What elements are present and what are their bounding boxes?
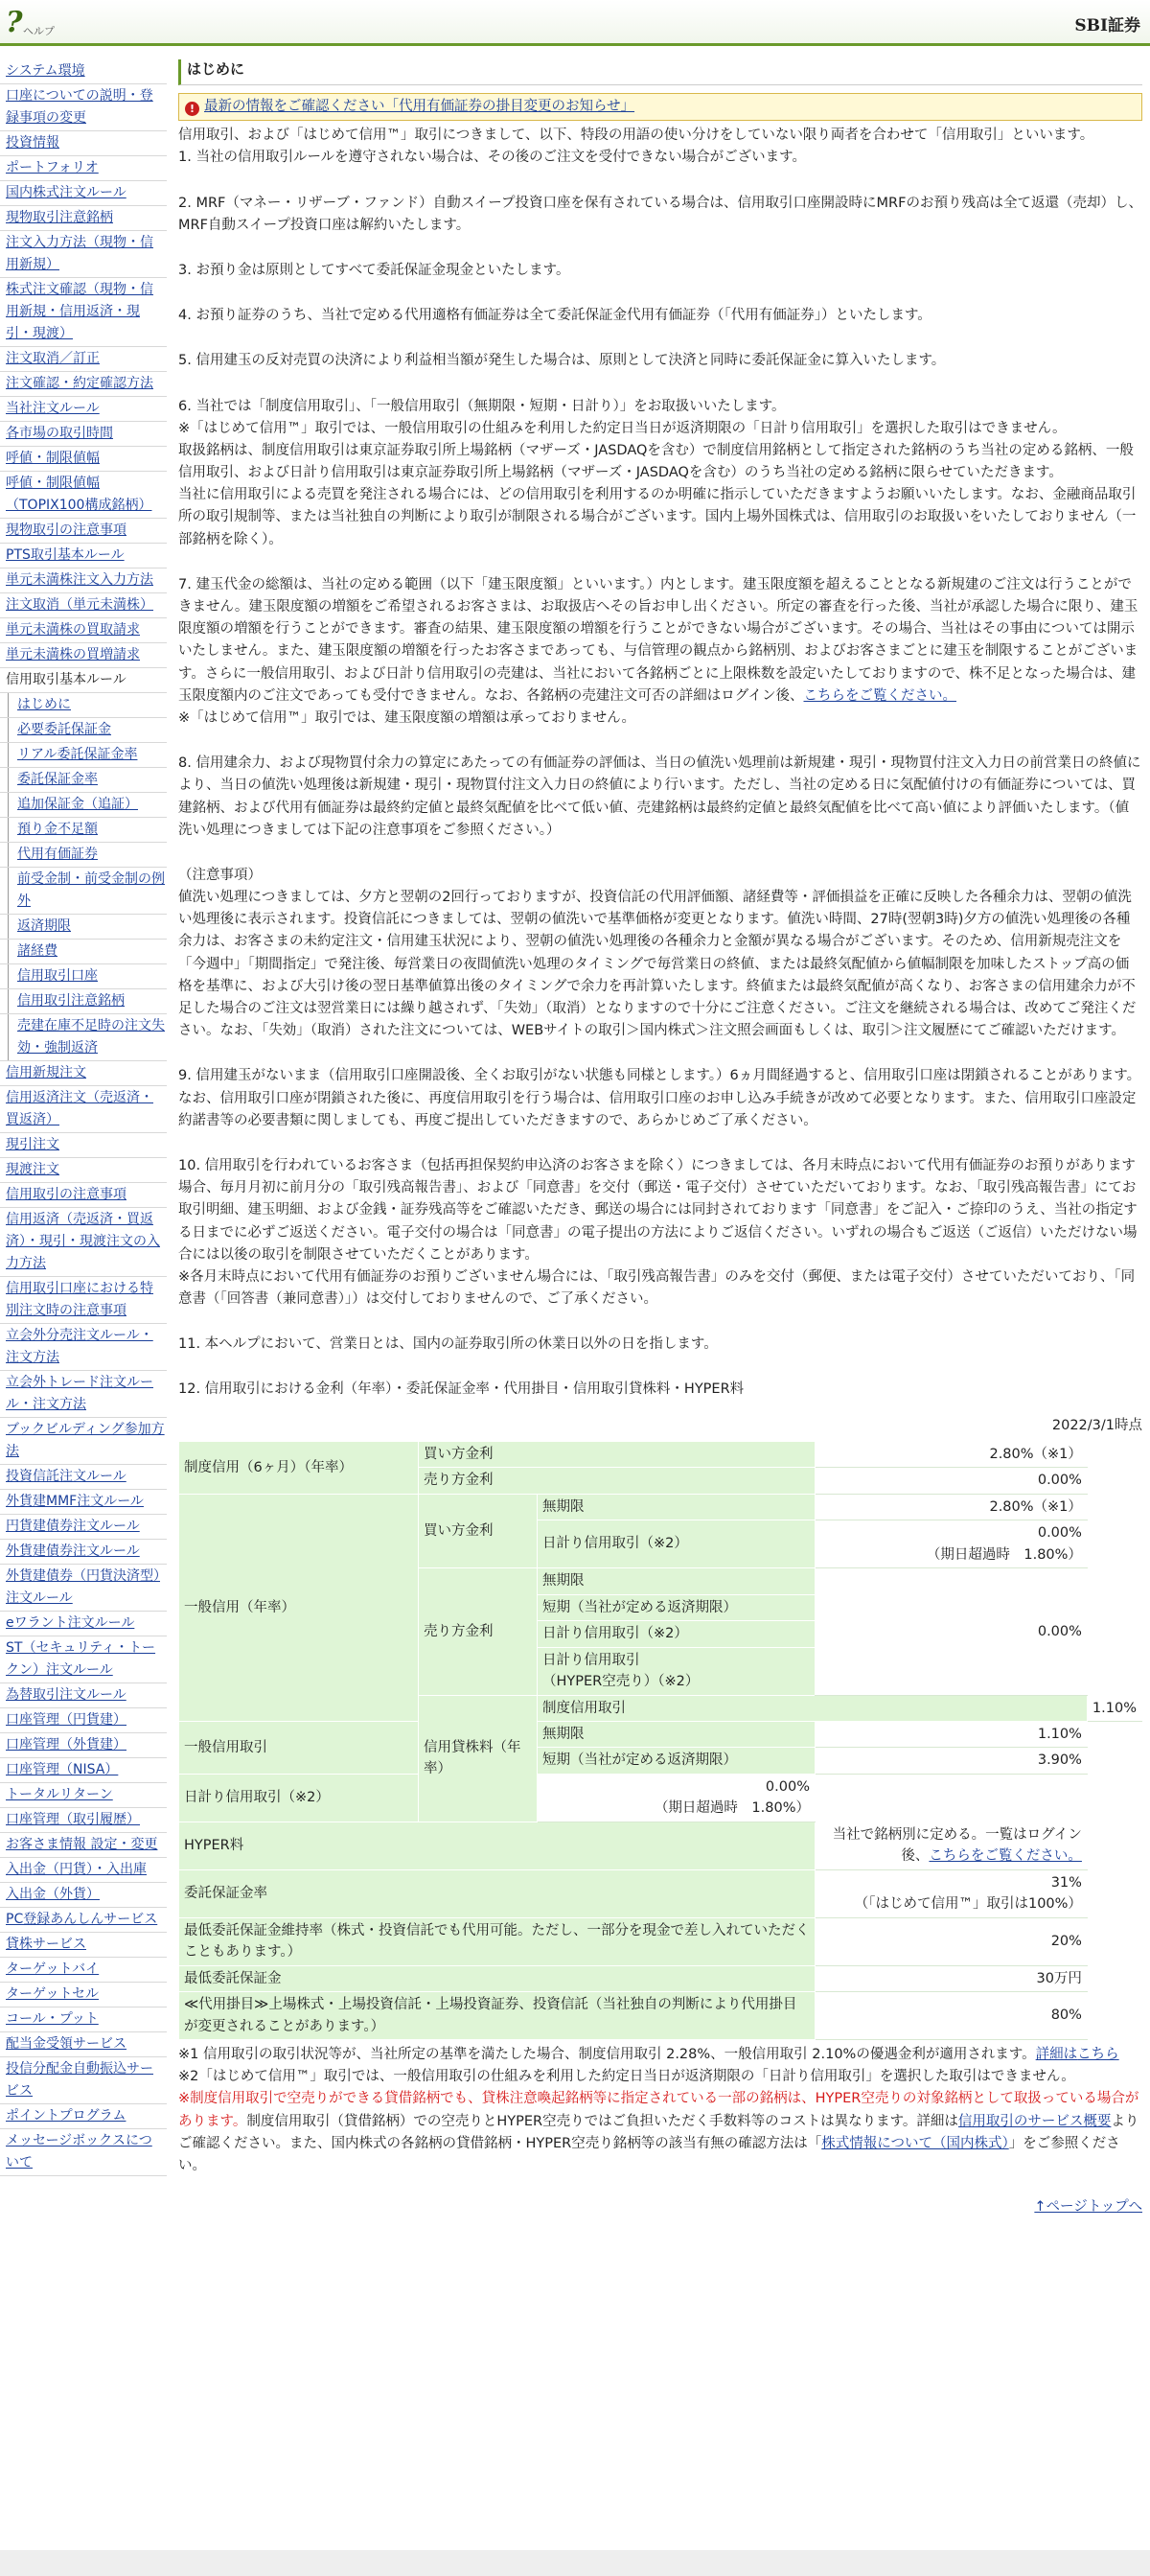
caution-text: 値洗い処理につきましては、夕方と翌朝の2回行っておりますが、投資信託の代用評価額、諸経費等・評価損益を正確に反映した各種余力は、翌朝の値洗い処理後に表示されます。投資信託につきましては、翌朝の値洗いで基準価格が変更となります。値洗い時間、27時(翌朝3時)夕方の値洗い処理後の各種余力は、お客さまの未約定注文・信用建玉状況により、翌朝の値洗い処理後の各種余力と金額が異なる場合がございます。そのため、信用新規売注文を「今週中」「期間指定」で発注後、毎営業日の夜間値洗い処理のタイミングで毎営業日の終値、または最終気配値から値幅制限を加味したストップ高の価格を基準に、および大引け後の翌日基準値算出後のタイミングで余力を再計算いたします。終値または最終気配値が高くなり、お客さまの信用建余力が不足した場合のご注文は翌営業日には繰り越されず、「失効」（取消）となりますので十分にご注意ください。ご注文を継続される場合は、改めてご発注ください。なお、「失効」（取消）された注文については、WEBサイトの取引＞国内株式＞注文照会画面もしくは、取引＞注文履歴にてご確認いただけます。 bbox=[178, 890, 1137, 1039]
kashi-seido-label: 制度信用取引 bbox=[538, 1695, 1088, 1721]
rule-7-note: ※「はじめて信用™」取引では、建玉限度額の増額は承っておりません。 bbox=[178, 709, 636, 726]
kakeme-label: ≪代用掛目≫上場株式・上場投資信託・上場投資証券、投資信託（当社独自の判断により代用掛目が変更されることがあります。） bbox=[179, 1992, 816, 2040]
page-title: はじめに bbox=[178, 59, 1142, 85]
sidebar-item[interactable]: 信用新規注文 bbox=[0, 1061, 167, 1086]
sidebar-item[interactable]: 呼値・制限値幅 bbox=[0, 447, 167, 472]
sidebar-item[interactable]: 単元未満株注文入力方法 bbox=[0, 569, 167, 593]
rates-table bbox=[178, 1441, 1142, 2040]
kashi-tanki-value: 3.90% bbox=[816, 1748, 1088, 1774]
ippan-buy-hakari-label: 日計り信用取引（※2） bbox=[538, 1520, 816, 1568]
rule-6-main: 6. 当社では「制度信用取引」、「一般信用取引（無期限・短期・日計り）」をお取扱いいたします。 bbox=[178, 398, 786, 414]
kashi-mukigen-value: 1.10% bbox=[816, 1721, 1088, 1747]
rule-10 bbox=[178, 1155, 1142, 1311]
ippan-sell-tanki-label: 短期（当社が定める返済期限） bbox=[538, 1594, 816, 1620]
ippan-sell-label: 売り方金利 bbox=[419, 1568, 538, 1695]
main-content bbox=[178, 59, 1142, 2218]
sidebar-item[interactable]: 投信分配金自動振込サービス bbox=[0, 2057, 167, 2104]
kashi-label: 信用貸株料（年率） bbox=[419, 1695, 538, 1822]
sidebar-item[interactable]: コール・プット bbox=[0, 2007, 167, 2032]
rule-3: 3. お預り金は原則としてすべて委託保証金現金といたします。 bbox=[178, 262, 570, 278]
sidebar-item[interactable]: 単元未満株の買増請求 bbox=[0, 643, 167, 668]
sidebar-item[interactable]: 口座管理（取引履歴） bbox=[0, 1808, 167, 1833]
sidebar-item[interactable]: 配当金受領サービス bbox=[0, 2032, 167, 2057]
sidebar-item[interactable]: ポートフォリオ bbox=[0, 156, 167, 181]
sidebar-item[interactable]: 投資情報 bbox=[0, 131, 167, 156]
sidebar-subitem[interactable]: 信用取引注意銘柄 bbox=[0, 989, 167, 1014]
sidebar-item[interactable]: 為替取引注文ルール bbox=[0, 1683, 167, 1708]
sidebar-item[interactable]: ポイントプログラム bbox=[0, 2104, 167, 2129]
sidebar-item[interactable]: 信用取引口座における特別注文時の注意事項 bbox=[0, 1277, 167, 1324]
sidebar-item[interactable]: PC登録あんしんサービス bbox=[0, 1908, 167, 1933]
note-2: ※2「はじめて信用™」取引では、一般信用取引の仕組みを利用した約定日当日が返済期限の「日計り信用取引」を選択した取引はできません。 bbox=[178, 2069, 1075, 2085]
sidebar-item[interactable]: 単元未満株の買取請求 bbox=[0, 618, 167, 643]
hyper-link[interactable]: こちらをご覧ください。 bbox=[929, 1848, 1082, 1865]
sidebar-item[interactable]: 当社注文ルール bbox=[0, 397, 167, 422]
rule-11: 11. 本ヘルプにおいて、営業日とは、国内の証券取引所の休業日以外の日を指します。 bbox=[178, 1336, 718, 1353]
sidebar-item[interactable]: ターゲットセル bbox=[0, 1983, 167, 2007]
alert-icon: ! bbox=[185, 102, 199, 116]
itaku-label: 委託保証金率 bbox=[179, 1869, 816, 1917]
sidebar-item[interactable]: 現物取引注意銘柄 bbox=[0, 206, 167, 231]
sidebar-item[interactable]: 注文取消／訂正 bbox=[0, 347, 167, 372]
sidebar-item[interactable]: 各市場の取引時間 bbox=[0, 422, 167, 447]
sidebar-item[interactable]: ブックビルディング参加方法 bbox=[0, 1418, 167, 1465]
sidebar-item[interactable]: 立会外トレード注文ルール・注文方法 bbox=[0, 1371, 167, 1418]
rule-10-note: ※各月末時点において代用有価証券のお預りございません場合には、「取引残高報告書」のみを交付（郵便、または電子交付）させていただいており、「同意書（「回答書（兼同意書）」）は交付しておりませんので、ご了承ください。 bbox=[178, 1268, 1136, 1308]
rule-7-link[interactable]: こちらをご覧ください。 bbox=[803, 687, 956, 704]
sidebar-item[interactable]: ターゲットバイ bbox=[0, 1958, 167, 1983]
kashi-ippan-label: 一般信用取引 bbox=[179, 1721, 419, 1774]
seido-label: 制度信用（6ヶ月）（年率） bbox=[179, 1441, 419, 1494]
kashi-hakari-value: 0.00% （期日超過時 1.80%） bbox=[538, 1774, 816, 1822]
seido-sell-value: 0.00% bbox=[816, 1468, 1088, 1494]
sidebar-subitem[interactable]: はじめに bbox=[0, 693, 167, 718]
sidebar-item[interactable]: 呼値・制限値幅（TOPIX100構成銘柄） bbox=[0, 472, 167, 519]
kashi-seido-value: 1.10% bbox=[1087, 1695, 1141, 1721]
sidebar-item[interactable]: 立会外分売注文ルール・注文方法 bbox=[0, 1324, 167, 1371]
rule-10-text: 10. 信用取引を行われているお客さま（包括再担保契約申込済のお客さまを除く）につきましては、各月末時点において代用有価証券のお預りがあります場合、毎月月初に前月分の「取引残高報告書」、および「同意書」を交付（郵送・電子交付）させていただいております。なお、「取引残高報告書」にてお取引明細、建玉明細、および金銭・証券残高等をご確認いただき、郵送の場合には同封されております「同意書」をご記入・ご捺印のうえ、当社の指定する日までに必ずご返送ください。電子交付の場合は「同意書」の電子提出の方法によりご返信ください。いずれの場合もご返送（ご返信）いただけない場合には以後の取引を制限させていただくことがあります。 bbox=[178, 1157, 1138, 1263]
sidebar-item[interactable]: ST（セキュリティ・トークン）注文ルール bbox=[0, 1636, 167, 1683]
sidebar-item[interactable]: 外貨建債券注文ルール bbox=[0, 1540, 167, 1565]
kashi-hakari-label: 日計り信用取引（※2） bbox=[179, 1774, 538, 1822]
page-top-area bbox=[178, 2196, 1142, 2218]
brand-logo[interactable]: SBI証券 bbox=[1074, 16, 1140, 35]
service-overview-link[interactable]: 信用取引のサービス概要 bbox=[957, 2113, 1112, 2129]
seido-sell-label: 売り方金利 bbox=[419, 1468, 816, 1494]
footer-bar bbox=[0, 2550, 1150, 2576]
rule-7-text: 7. 建玉代金の総額は、当社の定める範囲（以下「建玉限度額」といいます。）内とします。建玉限度額を超えることとなる新規建のご注文は行うことができません。建玉限度額の増額をご希望されるお客さまは、お取扱店へその旨お申し出ください。所定の審査を行った後、当社が承認した場合に限り、建玉限度額の増額を行うことができます。審査の結果、建玉限度額の増額を行うことができない場合がございます。その場合、当社はその事由については開示いたしません。また、建玉限度額の増額を行ったお客さまであっても、与信管理の観点から銘柄別、およびお客さまごとに建玉を制限することがございます。さらに一般信用取引、および日計り信用取引の売建は、当社において各銘柄ごとに上限株数を設定いたしておりますので、株不足となった場合は、建玉限度額内のご注文であっても受付できません。なお、各銘柄の売建注文可否の詳細はログイン後、 bbox=[178, 576, 1138, 704]
kashi-mukigen-label: 無期限 bbox=[538, 1721, 816, 1747]
rule-6 bbox=[178, 396, 1142, 551]
help-logo-text: ヘルプ bbox=[23, 25, 55, 37]
sidebar-item[interactable]: 信用返済注文（売返済・買返済） bbox=[0, 1086, 167, 1133]
sidebar-item[interactable]: メッセージボックスについて bbox=[0, 2129, 167, 2176]
sidebar-item[interactable]: 信用取引の注意事項 bbox=[0, 1183, 167, 1208]
hyper-label: HYPER料 bbox=[179, 1822, 816, 1869]
sidebar-subitem[interactable]: 返済期限 bbox=[0, 915, 167, 940]
notice-link[interactable]: 最新の情報をご確認ください「代用有価証券の掛目変更のお知らせ」 bbox=[204, 99, 635, 114]
caution-title: （注意事項） bbox=[178, 867, 262, 883]
sidebar-subitem[interactable]: 前受金制・前受金制の例外 bbox=[0, 868, 167, 915]
sidebar-item[interactable]: PTS取引基本ルール bbox=[0, 544, 167, 569]
header bbox=[0, 0, 1150, 46]
rule-12: 12. 信用取引における金利（年率）・委託保証金率・代用掛目・信用取引貸株料・HYPER料 bbox=[178, 1381, 745, 1398]
rule-6-instruction: 当社に信用取引による売買を発注される場合には、どの信用取引を利用するのか明確に指示していただきますようお願いいたします。なお、金融商品取引所の取引規制等、または当社独自の判断により取引が制限される場合がございます。国内上場外国株式は、信用取引のお取扱いをいたしておりません（一部銘柄を除く）。 bbox=[178, 487, 1137, 547]
sidebar-item[interactable]: 現物取引の注意事項 bbox=[0, 519, 167, 544]
ippan-buy-hakari-value: 0.00% （期日超過時 1.80%） bbox=[816, 1520, 1088, 1568]
sidebar-item[interactable]: 信用返済（売返済・買返済）・現引・現渡注文の入力方法 bbox=[0, 1208, 167, 1277]
sidebar-item[interactable]: 投資信託注文ルール bbox=[0, 1465, 167, 1490]
sidebar-item[interactable]: 注文取消（単元未満株） bbox=[0, 593, 167, 618]
ippan-label: 一般信用（年率） bbox=[179, 1494, 419, 1721]
sidebar-subitem[interactable]: 代用有価証券 bbox=[0, 843, 167, 868]
hyper-value: 当社で銘柄別に定める。一覧はログイン後、こちらをご覧ください。 bbox=[816, 1822, 1088, 1869]
sidebar-item[interactable]: 入出金（外貨） bbox=[0, 1883, 167, 1908]
min-maintenance-value: 20% bbox=[816, 1917, 1088, 1965]
seido-buy-value: 2.80%（※1） bbox=[816, 1441, 1088, 1467]
intro-text: 信用取引、および「はじめて信用™」取引につきまして、以下、特段の用語の使い分けをしていない限り両者を合わせて「信用取引」といいます。 bbox=[178, 128, 1094, 144]
sidebar-subitem[interactable]: 必要委託保証金 bbox=[0, 718, 167, 743]
note-1: ※1 信用取引の取引状況等が、当社所定の基準を満たした場合、制度信用取引 2.28%、一般信用取引 2.10%の優遇金利が適用されます。詳細はこちら bbox=[178, 2047, 1119, 2063]
itaku-value: 31% （「はじめて信用™」取引は100%） bbox=[816, 1869, 1088, 1917]
rule-5: 5. 信用建玉の反対売買の決済により利益相当額が発生した場合は、原則として決済と同時に委託保証金に算入いたします。 bbox=[178, 353, 946, 369]
rule-1: 1. 当社の信用取引ルールを遵守されない場合は、その後のご注文を受付できない場合がございます。 bbox=[178, 150, 806, 166]
table-notes bbox=[178, 2044, 1142, 2177]
sidebar-item[interactable]: 外貨建債券（円貨決済型）注文ルール bbox=[0, 1565, 167, 1612]
sidebar-subitem[interactable]: 預り金不足額 bbox=[0, 818, 167, 843]
sidebar-item[interactable]: 貸株サービス bbox=[0, 1933, 167, 1958]
sidebar-subitem[interactable]: 売建在庫不足時の注文失効・強制返済 bbox=[0, 1014, 167, 1061]
sidebar-item[interactable]: 口座管理（外貨建） bbox=[0, 1733, 167, 1758]
rule-6-scope: 取扱銘柄は、制度信用取引は東京証券取引所上場銘柄（マザーズ・JASDAQを含む）で制度信用銘柄として指定された銘柄のうち当社の定める銘柄、一般信用取引、および日計り信用取引は東京証券取引所上場銘柄（マザーズ・JASDAQを含む）のうち当社の定める銘柄に限らせていただきます。 bbox=[178, 442, 1134, 481]
ippan-buy-mukigen-label: 無期限 bbox=[538, 1494, 816, 1520]
sidebar-item[interactable]: 外貨建MMF注文ルール bbox=[0, 1490, 167, 1515]
sidebar-item[interactable]: 口座管理（円貨建） bbox=[0, 1708, 167, 1733]
stock-info-link[interactable]: 株式情報について（国内株式） bbox=[821, 2135, 1009, 2151]
sidebar-item[interactable]: 国内株式注文ルール bbox=[0, 181, 167, 206]
note-1-link[interactable]: 詳細はこちら bbox=[1035, 2047, 1119, 2063]
ippan-buy-label: 買い方金利 bbox=[419, 1494, 538, 1567]
page-top-link[interactable]: ↑ページトップへ bbox=[1034, 2199, 1142, 2216]
ippan-sell-value: 0.00% bbox=[816, 1568, 1088, 1695]
sidebar-subitem[interactable]: 諸経費 bbox=[0, 940, 167, 964]
min-deposit-value: 30万円 bbox=[816, 1965, 1088, 1991]
rule-6-note: ※「はじめて信用™」取引では、一般信用取引の仕組みを利用した約定日当日が返済期限の「日計り信用取引」を選択した取引はできません。 bbox=[178, 420, 1067, 436]
seido-buy-label: 買い方金利 bbox=[419, 1441, 816, 1467]
rule-2: 2. MRF（マネー・リザーブ・ファンド）自動スイープ投資口座を保有されている場合は、信用取引口座開設時にMRFのお預り残高は全て返還（売却）し、MRF自動スイープ投資口座は解約いたします。 bbox=[178, 195, 1142, 233]
sidebar-item[interactable]: お客さま情報 設定・変更 bbox=[0, 1833, 167, 1858]
sidebar-item: 信用取引基本ルール bbox=[0, 668, 167, 693]
ippan-sell-hyper-label: 日計り信用取引 （HYPER空売り）（※2） bbox=[538, 1647, 816, 1695]
sidebar-nav bbox=[0, 59, 167, 2176]
sidebar-item[interactable]: 注文入力方法（現物・信用新規） bbox=[0, 231, 167, 278]
sidebar-item[interactable]: 注文確認・約定確認方法 bbox=[0, 372, 167, 397]
ippan-sell-hakari-label: 日計り信用取引（※2） bbox=[538, 1621, 816, 1647]
red-warning: ※制度信用取引で空売りができる貸借銘柄でも、貸株注意喚起銘柄等に指定されている一部の銘柄は、HYPER空売りの対象銘柄として取扱っている場合があります。 bbox=[178, 2091, 1139, 2129]
sidebar-item[interactable]: 現渡注文 bbox=[0, 1158, 167, 1183]
sidebar-item[interactable]: 入出金（円貨）・入出庫 bbox=[0, 1858, 167, 1883]
sidebar-subitem[interactable]: 委託保証金率 bbox=[0, 768, 167, 793]
sidebar-subitem[interactable]: 追加保証金（追証） bbox=[0, 793, 167, 818]
sidebar-item[interactable]: 口座管理（NISA） bbox=[0, 1758, 167, 1783]
sidebar-item[interactable]: 円貨建債券注文ルール bbox=[0, 1515, 167, 1540]
sidebar-item[interactable]: eワラント注文ルール bbox=[0, 1612, 167, 1636]
sidebar-item[interactable]: 現引注文 bbox=[0, 1133, 167, 1158]
sidebar-item[interactable]: システム環境 bbox=[0, 59, 167, 84]
sidebar-subitem[interactable]: リアル委託保証金率 bbox=[0, 743, 167, 768]
rule-9: 9. 信用建玉がないまま（信用取引口座開設後、全くお取引がない状態も同様とします。）6ヵ月間経過すると、信用取引口座は閉鎖されることがあります。なお、信用取引口座が閉鎖された後に、再度信用取引を行う場合は、信用取引口座のお申し込み手続きが改めて必要となります。また、信用取引口座設定約諾書等の必要書類に関しましても、再度ご提出していただきますので、あらかじめご了承ください。 bbox=[178, 1068, 1141, 1128]
notice-banner bbox=[178, 93, 1142, 121]
kashi-tanki-label: 短期（当社が定める返済期限） bbox=[538, 1748, 816, 1774]
note-3: ※制度信用取引で空売りができる貸借銘柄でも、貸株注意喚起銘柄等に指定されている一部の銘柄は、HYPER空売りの対象銘柄として取扱っている場合があります。制度信用取引（貸借銘柄）での空売りとHYPER空売りではご負担いただく手数料等のコストは異なります。詳細は信用取引のサービス概要よりご確認ください。また、国内株式の各銘柄の貸借銘柄・HYPER空売り銘柄等の該当有無の確認方法は「株式情報について（国内株式）」をご参照ください。 bbox=[178, 2091, 1139, 2173]
sidebar-subitem[interactable]: 信用取引口座 bbox=[0, 964, 167, 989]
ippan-sell-mukigen-label: 無期限 bbox=[538, 1568, 816, 1594]
min-maintenance-label: 最低委託保証金維持率（株式・投資信託でも代用可能。ただし、一部分を現金で差し入れていただくこともあります。） bbox=[179, 1917, 816, 1965]
min-deposit-label: 最低委託保証金 bbox=[179, 1965, 816, 1991]
rule-7 bbox=[178, 574, 1142, 730]
sidebar-item[interactable]: トータルリターン bbox=[0, 1783, 167, 1808]
kakeme-value: 80% bbox=[816, 1992, 1088, 2040]
as-of-date: 2022/3/1時点 bbox=[1051, 1417, 1142, 1433]
caution-block bbox=[178, 865, 1142, 1043]
sidebar-item[interactable]: 株式注文確認（現物・信用新規・信用返済・現引・現渡） bbox=[0, 278, 167, 347]
help-logo-icon[interactable]: ? bbox=[6, 6, 23, 39]
ippan-buy-mukigen-value: 2.80%（※1） bbox=[816, 1494, 1088, 1520]
rule-4: 4. お預り証券のうち、当社で定める代用適格有価証券は全て委託保証金代用有価証券（「代用有価証券」）といたします。 bbox=[178, 308, 932, 324]
sidebar-item[interactable]: 口座についての説明・登録事項の変更 bbox=[0, 84, 167, 131]
rule-8: 8. 信用建余力、および現物買付余力の算定にあたっての有価証券の評価は、当日の値洗い処理前は新規建・現引・現物買付注文入力日の前営業日の終値により、当日の値洗い処理後は新規建・現引・現物買付注文入力日の終値により行います。ただし、当社の定める日に気配値付けの有価証券については、買建銘柄、および代用有価証券は最終約定値と最終気配値を比べて低い値、売建銘柄は最終約定値と最終気配値を比べて高い値により評価いたします。（値洗い処理につきましては下記の注意事項をご参照ください。） bbox=[178, 755, 1141, 838]
